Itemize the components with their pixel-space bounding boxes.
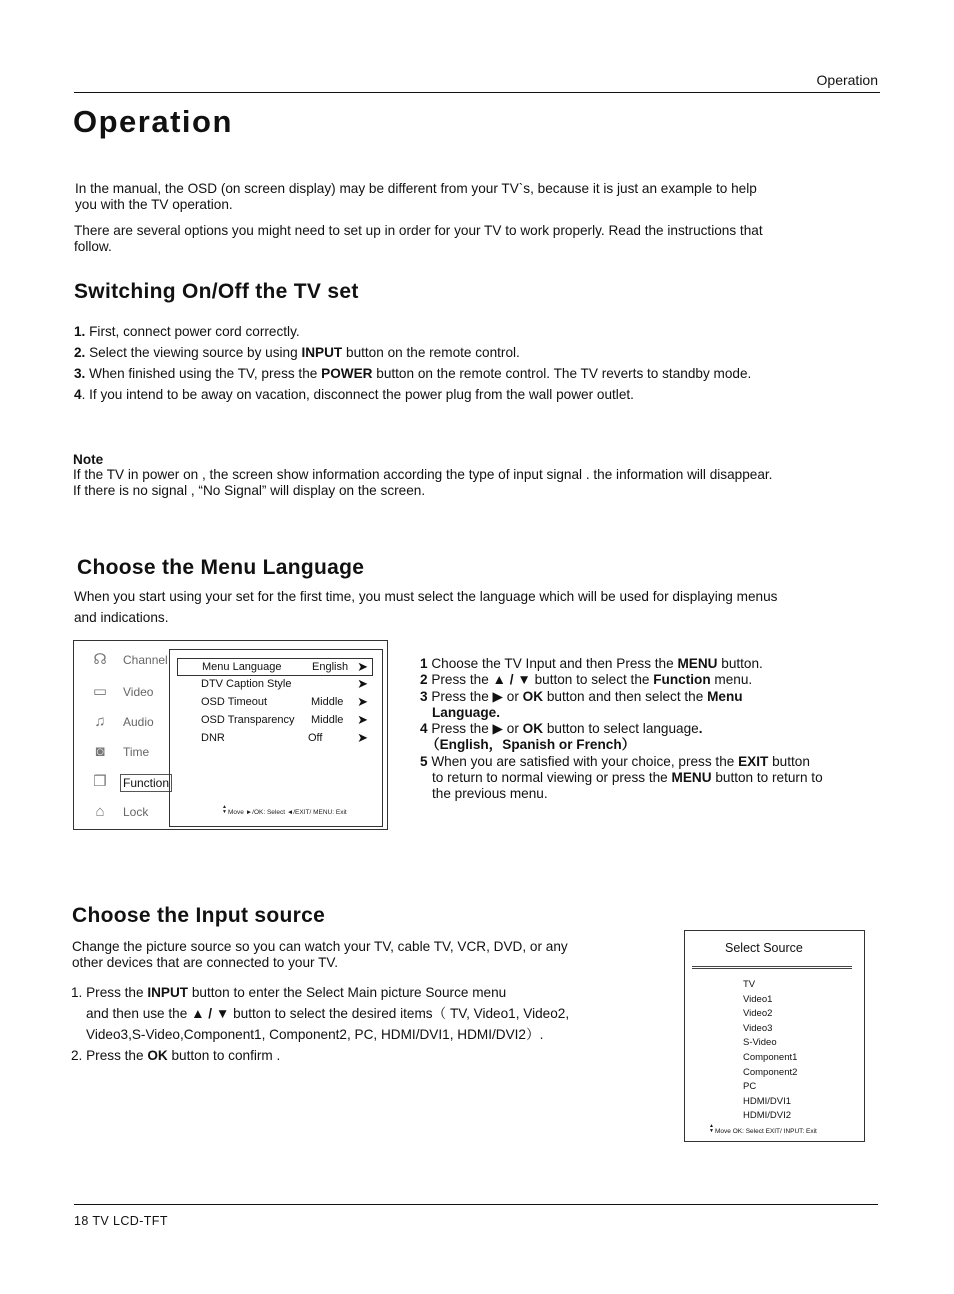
language-step-2 (420, 672, 890, 688)
lock-icon: ⌂ (95, 803, 105, 820)
footer-page-label: 18 TV LCD-TFT (74, 1214, 168, 1228)
hint-text: Move ►/OK: Select ◄/EXIT/ MENU: Exit (228, 809, 347, 816)
select-source-title: Select Source (725, 941, 803, 955)
source-item-video1[interactable]: Video1 (743, 993, 773, 1005)
step-text: . If you intend to be away on vacation, disconnect the power plug from the wall power outlet. (81, 387, 634, 402)
input-step-1 (71, 982, 671, 1003)
up-down-arrow-icon: ▲ / ▼ (492, 672, 531, 688)
source-item-component1[interactable]: Component1 (743, 1051, 798, 1063)
language-step-4 (420, 721, 890, 737)
step-text: Choose the TV Input and then Press the (427, 656, 678, 671)
hint-text: Move OK: Select EXIT/ INPUT: Exit (715, 1128, 817, 1135)
language-step-3 (420, 689, 890, 705)
play-arrow-icon: ▶ (492, 688, 504, 704)
switching-step-3 (74, 366, 894, 387)
step-number: 4 (420, 721, 428, 737)
sidebar-item-function[interactable] (82, 769, 170, 797)
sidebar-item-audio[interactable] (82, 709, 170, 737)
intro-p2-line2: follow. (74, 239, 112, 254)
step-text: button to enter the Select Main picture Source menu (188, 985, 507, 1000)
menu-row-osd-transparency[interactable] (177, 712, 372, 728)
switching-heading: Switching On/Off the TV set (74, 280, 359, 303)
language-heading: Choose the Menu Language (77, 556, 365, 579)
title-divider (692, 966, 852, 969)
header-divider (74, 92, 880, 93)
step-text: When you are satisfied with your choice, press the (427, 753, 739, 769)
up-down-arrow-icon: ▲ / ▼ (191, 1006, 230, 1021)
input-step-1-cont (71, 1003, 671, 1024)
step-number: 2 (420, 672, 428, 688)
menu-row-menu-language[interactable] (177, 658, 373, 676)
language-keyword: Language. (432, 704, 500, 720)
footer-divider (74, 1204, 878, 1205)
row-value: Off (308, 732, 323, 744)
sidebar-item-time[interactable] (82, 739, 170, 767)
arrow-right-icon: ➤ (357, 676, 368, 691)
row-label: OSD Timeout (201, 696, 268, 708)
source-item-pc[interactable]: PC (743, 1081, 757, 1093)
input-step-2 (71, 1045, 671, 1066)
source-item-component2[interactable]: Component2 (743, 1066, 798, 1078)
step-number: 2. (74, 345, 86, 360)
note-title: Note (73, 452, 104, 467)
sidebar-item-label: Video (123, 685, 154, 699)
up-down-arrows-icon: ▲ ▼ (222, 804, 227, 815)
arrow-right-icon: ➤ (357, 730, 368, 745)
step-number: 1 (420, 656, 428, 671)
intro-paragraph-1 (75, 181, 885, 213)
row-label: DTV Caption Style (201, 678, 292, 690)
row-value: Middle (311, 714, 344, 726)
switching-steps (74, 324, 894, 408)
step-number: 3 (420, 688, 428, 704)
sidebar-item-label: Time (123, 745, 150, 759)
source-hint-bar (709, 1123, 817, 1135)
step-text: button. (717, 656, 763, 671)
language-steps (420, 656, 890, 803)
language-step-5-cont (420, 770, 890, 786)
intro-p1-line1: In the manual, the OSD (on screen display) may be different from your TV`s, because it is just an example to help (75, 181, 757, 196)
menu-keyword: MENU (677, 656, 718, 671)
input-source-description (72, 939, 672, 971)
language-step-1 (420, 656, 890, 672)
language-options: （English，Spanish or French） (426, 737, 636, 753)
source-item-s-video[interactable]: S-Video (743, 1037, 777, 1049)
row-value: Middle (311, 696, 344, 708)
step-text: to return to normal viewing or press the (432, 770, 672, 786)
page-title: Operation (73, 104, 233, 139)
step-text: button to select the (530, 672, 654, 688)
menu-row-dnr[interactable] (177, 730, 372, 746)
step-text: or (503, 721, 523, 737)
menu-keyword: MENU (671, 770, 712, 786)
language-desc-line2: and indications. (74, 610, 169, 625)
step-number: 3. (74, 366, 86, 381)
monitor-icon: ▭ (92, 683, 108, 700)
step-text: button (768, 753, 810, 769)
switching-step-4 (74, 387, 894, 408)
input-desc-line1: Change the picture source so you can watch your TV, cable TV, VCR, DVD, or any (72, 939, 568, 954)
step-text: When finished using the TV, press the (85, 366, 322, 381)
speaker-icon: ♫ (94, 713, 106, 730)
source-item-video2[interactable]: Video2 (743, 1008, 773, 1020)
sidebar-item-video[interactable] (82, 679, 170, 707)
language-step-5-cont2: the previous menu. (432, 786, 548, 802)
note-line-2: If there is no signal , “No Signal” will display on the screen. (73, 483, 426, 498)
step-text: Press the (427, 721, 493, 737)
step-text: Press the (427, 688, 493, 704)
language-step-3-cont (420, 705, 890, 721)
input-source-heading: Choose the Input source (72, 904, 326, 927)
step-text: . (698, 721, 703, 737)
input-step-1-cont2: Video3,S-Video,Component1, Component2, PC, HDMI/DVI1, HDMI/DVI2）. (86, 1027, 544, 1042)
function-menu-osd (73, 640, 388, 830)
step-text: 2. Press the (71, 1048, 148, 1063)
step-text: button on the remote control. (342, 345, 520, 360)
source-item-hdmi-dvi2[interactable]: HDMI/DVI2 (743, 1110, 792, 1122)
sidebar-item-label: Audio (123, 715, 154, 729)
step-text: button to return to (711, 770, 823, 786)
intro-p2-line1: There are several options you might need to set up in order for your TV to work properly. Read the instructions that (74, 223, 763, 238)
source-item-tv[interactable]: TV (743, 979, 756, 990)
step-text: button on the remote control. The TV reverts to standby mode. (372, 366, 752, 381)
source-item-hdmi-dvi1[interactable]: HDMI/DVI1 (743, 1095, 792, 1107)
header-section-label: Operation (816, 72, 878, 88)
arrow-right-icon: ➤ (357, 694, 368, 709)
ok-keyword: OK (522, 721, 544, 737)
switching-step-1 (74, 324, 894, 345)
row-label: DNR (201, 732, 225, 744)
input-desc-line2: other devices that are connected to your TV. (72, 955, 339, 970)
row-value: English (312, 661, 349, 673)
step-text: button and then select the (543, 688, 708, 704)
sidebar-item-label: Channel (123, 653, 168, 667)
function-menu-panel (169, 649, 383, 827)
note-line-1: If the TV in power on , the screen show information according the type of input signal . the information will disappear. (73, 467, 773, 482)
exit-keyword: EXIT (738, 753, 769, 769)
sidebar-item-label: Function (120, 774, 172, 792)
step-number: 4 (74, 387, 82, 402)
arrow-right-icon: ➤ (357, 712, 368, 727)
menu-keyword: Menu (707, 688, 743, 704)
source-list (743, 978, 797, 1124)
input-keyword: INPUT (147, 985, 189, 1000)
menu-hint-bar (222, 804, 347, 816)
sidebar-item-label: Lock (123, 805, 149, 819)
step-text: button to select the desired items（ TV, Video1, Video2, (229, 1006, 570, 1021)
ok-keyword: OK (147, 1048, 168, 1063)
menu-row-dtv-caption-style[interactable] (177, 676, 372, 692)
note-body (73, 467, 893, 499)
source-item-video3[interactable]: Video3 (743, 1022, 773, 1034)
ok-keyword: OK (522, 688, 544, 704)
intro-p1-line2: you with the TV operation. (75, 197, 233, 212)
step-text: menu. (710, 672, 753, 688)
language-step-5 (420, 754, 890, 770)
step-text: 1. Press the (71, 985, 148, 1000)
input-keyword: INPUT (301, 345, 343, 360)
step-number: 5 (420, 753, 428, 769)
play-arrow-icon: ▶ (492, 721, 504, 737)
select-source-osd (684, 930, 865, 1142)
row-label: OSD Transparency (201, 714, 295, 726)
sidebar-item-lock[interactable] (82, 799, 170, 827)
language-step-4-cont (420, 737, 890, 753)
step-text: and then use the (86, 1006, 192, 1021)
input-source-steps (71, 982, 671, 1066)
switching-step-2 (74, 345, 894, 366)
language-description (74, 586, 894, 628)
cube-icon: ❒ (93, 773, 107, 790)
power-keyword: POWER (321, 366, 373, 381)
row-label: Menu Language (202, 661, 282, 673)
satellite-dish-icon: ☊ (93, 651, 107, 668)
function-keyword: Function (653, 672, 711, 688)
menu-row-osd-timeout[interactable] (177, 694, 372, 710)
clock-icon: ◙ (95, 743, 105, 760)
arrow-right-icon: ➤ (357, 659, 368, 674)
step-text: or (503, 688, 523, 704)
sidebar-item-channel[interactable] (82, 647, 170, 675)
step-number: 1. (74, 324, 86, 339)
step-text: button to confirm . (167, 1048, 281, 1063)
step-text: button to select language (543, 721, 699, 737)
language-desc-line1: When you start using your set for the first time, you must select the language which will be used for displaying menus (74, 589, 778, 604)
intro-paragraph-2 (74, 223, 884, 255)
up-down-arrows-icon: ▲ ▼ (709, 1123, 714, 1134)
step-text: Press the (427, 672, 493, 688)
step-text: Select the viewing source by using (85, 345, 302, 360)
step-text: First, connect power cord correctly. (85, 324, 300, 339)
